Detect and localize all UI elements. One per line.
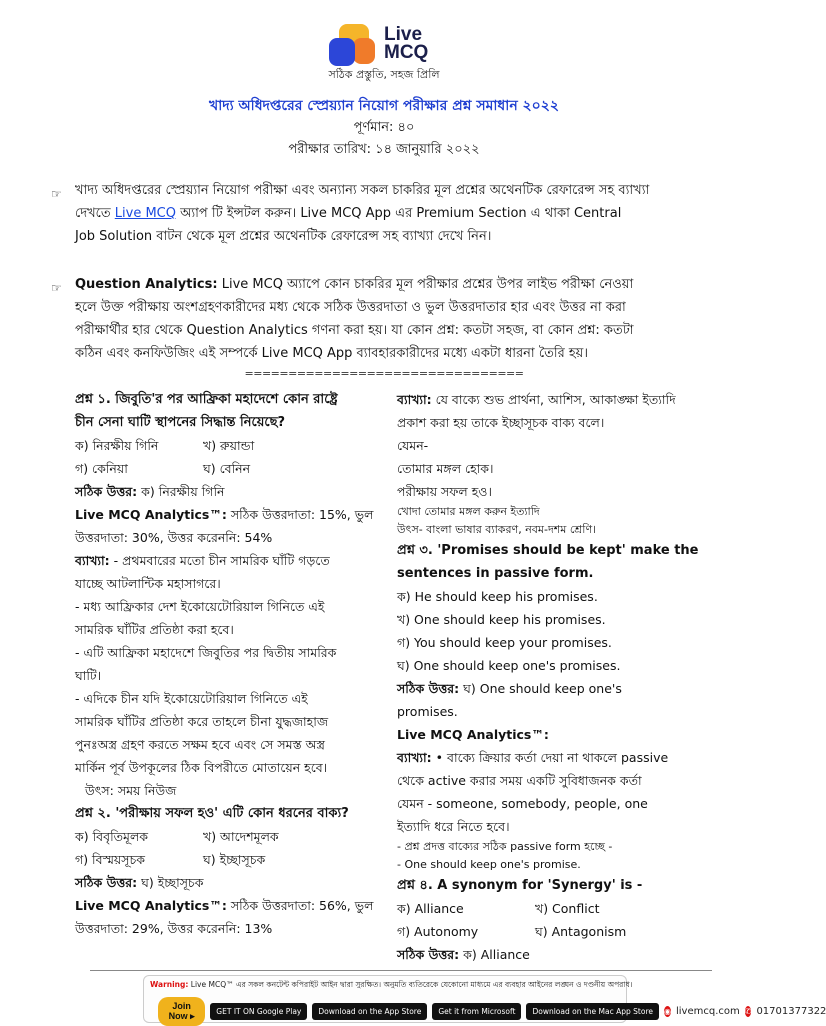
q1-explanation-line8: সামরিক ঘাঁটির প্রতিষ্ঠা করে তাহলে চীনা যুদ্ধজাহাজ bbox=[75, 714, 329, 729]
q4-answer: ক) Alliance bbox=[463, 947, 530, 962]
phone-number[interactable]: 01701377322 bbox=[756, 1006, 826, 1017]
q3-option-d: ঘ) One should keep one's promises. bbox=[397, 658, 621, 673]
q4-option-b: খ) Conflict bbox=[535, 901, 600, 916]
google-play-badge[interactable]: GET IT ON Google Play bbox=[210, 1003, 307, 1020]
question-analytics-label: Question Analytics: bbox=[75, 277, 218, 292]
q1-explanation-line4: সামরিক ঘাঁটির প্রতিষ্ঠা করা হবে। bbox=[75, 622, 234, 637]
phone-icon: ✆ bbox=[744, 1007, 752, 1016]
q2-option-b: খ) আদেশমূলক bbox=[203, 829, 279, 844]
footer-divider bbox=[90, 970, 712, 971]
warning-label: Warning: bbox=[150, 980, 189, 989]
q1-explanation-line5: - এটি আফ্রিকা মহাদেশে জিবুতির পর দ্বিতীয় সামরিক bbox=[75, 645, 337, 660]
live-mcq-logo-icon bbox=[329, 24, 375, 68]
q4-option-a: ক) Alliance bbox=[397, 901, 464, 916]
brand-name-line2: MCQ bbox=[384, 42, 429, 63]
q3-answer-line2: promises. bbox=[397, 704, 458, 719]
q2-answer: ঘ) ইচ্ছাসূচক bbox=[141, 875, 204, 890]
q3-explanation-line5: - প্রশ্ন প্রদত্ত বাক্যের সঠিক passive form হচ্ছে - bbox=[397, 840, 613, 853]
intro-paragraph-2 bbox=[51, 273, 695, 365]
globe-icon: ◉ bbox=[664, 1007, 671, 1016]
brand-tagline: সঠিক প্রস্তুতি, সহজ প্রিলি bbox=[328, 68, 440, 81]
q1-explanation-line3: - মধ্য আফ্রিকার দেশ ইকোয়েটোরিয়াল গিনিতে এই bbox=[75, 599, 325, 614]
question-1-text: প্রশ্ন ১. জিবুতি'র পর আফ্রিকা মহাদেশে কোন রাষ্ট্রে bbox=[75, 392, 338, 407]
q2-explanation-line2: প্রকাশ করা হয় তাকে ইচ্ছাসূচক বাক্য বলে। bbox=[397, 415, 605, 430]
q3-option-a: ক) He should keep his promises. bbox=[397, 589, 598, 604]
pointing-hand-icon: ☞ bbox=[51, 281, 62, 295]
app-store-badge[interactable]: Download on the App Store bbox=[312, 1003, 427, 1020]
intro-p1-line2-pre: দেখতে bbox=[75, 206, 111, 221]
right-column bbox=[397, 388, 697, 966]
q2-analytics-line2: উত্তরদাতা: 29%, উত্তর করেননি: 13% bbox=[75, 921, 273, 936]
q1-option-a: ক) নিরক্ষীয় গিনি bbox=[75, 438, 159, 453]
q2-explanation-line6: খোদা তোমার মঙ্গল করুন ইত্যাদি bbox=[397, 505, 540, 518]
q4-answer-label: সঠিক উত্তর: bbox=[397, 947, 460, 962]
q2-analytics-line1: সঠিক উত্তরদাতা: 56%, ভুল bbox=[230, 898, 374, 913]
intro-p2-line2: হলে উক্ত পরীক্ষায় অংশগ্রহণকারীদের মধ্য থেকে সঠিক উত্তরদাতা ও ভুল উত্তরদাতার হার এবং উত্তর না করা bbox=[75, 300, 626, 315]
warning-text: Live MCQ™ এর সকল কনটেন্ট কপিরাইট আইন দ্বারা সুরক্ষিত। অনুমতি ব্যতিরেকে যেকোনো মাধ্যমে এর ব্যবহার আইনের লঙ্ঘন ও দণ্ডনীয় অপরাধ। bbox=[190, 980, 633, 989]
q1-answer-label: সঠিক উত্তর: bbox=[75, 484, 138, 499]
exam-date: পরীক্ষার তারিখ: ১৪ জানুয়ারি ২০২২ bbox=[288, 142, 480, 157]
intro-p1-line2-post: অ্যাপ টি ইন্সটল করুন। Live MCQ App এর Premium Section এ থাকা Central bbox=[180, 206, 622, 221]
q1-explanation-line10: মার্কিন পূর্ব উপকূলের ঠিক বিপরীতে মোতায়েন হবে। bbox=[75, 760, 328, 775]
q3-analytics-label: Live MCQ Analytics™: bbox=[397, 727, 549, 742]
q2-answer-label: সঠিক উত্তর: bbox=[75, 875, 138, 890]
question-4-text: প্রশ্ন ৪. A synonym for 'Synergy' is - bbox=[397, 878, 643, 893]
q1-explanation-label: ব্যাখ্যা: bbox=[75, 553, 110, 568]
q3-answer-label: সঠিক উত্তর: bbox=[397, 681, 460, 696]
q2-source: উৎস- বাংলা ভাষার ব্যাকরণ, নবম-দশম শ্রেণি। bbox=[397, 523, 597, 536]
live-mcq-link[interactable]: Live MCQ bbox=[114, 206, 176, 221]
intro-p2-line4: কঠিন এবং কনফিউজিং এই সম্পর্কে Live MCQ App ব্যাবহারকারীদের মধ্যে একটা ধারনা তৈরি হয়। bbox=[75, 346, 588, 361]
document-title: খাদ্য অধিদপ্তরের স্প্রেয়্যান নিয়োগ পরীক্ষার প্রশ্ন সমাধান ২০২২ bbox=[209, 98, 559, 114]
q2-explanation-line1: যে বাক্যে শুভ প্রার্থনা, আশিস, আকাঙ্ক্ষা ইত্যাদি bbox=[435, 392, 676, 407]
q3-answer-line1: ঘ) One should keep one's bbox=[463, 681, 622, 696]
left-column bbox=[75, 388, 375, 940]
separator-line: ================================ bbox=[244, 367, 524, 380]
q1-explanation-line2: যাচ্ছে আটলান্টিক মহাসাগরে। bbox=[75, 576, 221, 591]
full-marks: পূর্ণমান: ৪০ bbox=[353, 120, 415, 135]
q1-analytics-line1: সঠিক উত্তরদাতা: 15%, ভুল bbox=[230, 507, 374, 522]
q2-option-a: ক) বিবৃতিমূলক bbox=[75, 829, 149, 844]
q1-analytics-line2: উত্তরদাতা: 30%, উত্তর করেননি: 54% bbox=[75, 530, 273, 545]
footer-actions bbox=[158, 997, 826, 1026]
q1-explanation-line7: - এদিকে চীন যদি ইকোয়েটোরিয়াল গিনিতে এই bbox=[75, 691, 308, 706]
q2-explanation-line4: তোমার মঙ্গল হোক। bbox=[397, 461, 494, 476]
q3-explanation-line2: থেকে active করার সময় একটি সুবিধাজনক কর্তা bbox=[397, 773, 642, 788]
q2-explanation-line5: পরীক্ষায় সফল হও। bbox=[397, 484, 492, 499]
pointing-hand-icon: ☞ bbox=[51, 187, 62, 201]
q1-explanation-line9: পুনঃঅস্ত্র গ্রহণ করতে সক্ষম হবে এবং সে সমস্ত অস্ত্র bbox=[75, 737, 325, 752]
q4-option-c: গ) Autonomy bbox=[397, 924, 479, 939]
question-1-text-cont: চীন সেনা ঘাটি স্থাপনের সিদ্ধান্ত নিয়েছে? bbox=[75, 415, 286, 430]
microsoft-store-badge[interactable]: Get it from Microsoft bbox=[432, 1003, 521, 1020]
q1-explanation-line6: ঘাটি। bbox=[75, 668, 102, 683]
q1-option-d: ঘ) বেনিন bbox=[203, 461, 251, 476]
q2-explanation-line3: যেমন- bbox=[397, 438, 429, 453]
website-link[interactable]: livemcq.com bbox=[675, 1006, 740, 1017]
q2-analytics-label: Live MCQ Analytics™: bbox=[75, 898, 227, 913]
q1-explanation-line1: - প্রথমবারের মতো চীন সামরিক ঘাঁটি গড়তে bbox=[113, 553, 330, 568]
q2-option-c: গ) বিস্ময়সূচক bbox=[75, 852, 146, 867]
brand-name-line1: Live bbox=[384, 24, 423, 45]
intro-p2-line3: পরীক্ষার্থীর হার থেকে Question Analytics গণনা করা হয়। যা কোন প্রশ্ন: কতটা সহজ, বা কোন প্রশ্ন: কতটা bbox=[75, 323, 634, 338]
q3-explanation-line6: - One should keep one's promise. bbox=[397, 858, 581, 871]
footer-banner bbox=[143, 975, 826, 1023]
q3-explanation-label: ব্যাখ্যা: bbox=[397, 750, 432, 765]
q3-option-b: খ) One should keep his promises. bbox=[397, 612, 606, 627]
intro-p2-line1: Live MCQ অ্যাপে কোন চাকরির মূল পরীক্ষার প্রশ্নের উপর লাইভ পরীক্ষা নেওয়া bbox=[221, 277, 634, 292]
brand-name bbox=[384, 26, 428, 62]
q1-answer: ক) নিরক্ষীয় গিনি bbox=[141, 484, 225, 499]
question-3-text: প্রশ্ন ৩. 'Promises should be kept' make the bbox=[397, 543, 699, 558]
question-3-text-cont: sentences in passive form. bbox=[397, 566, 594, 581]
brand-header bbox=[0, 12, 768, 81]
q3-option-c: গ) You should keep your promises. bbox=[397, 635, 612, 650]
q1-option-b: খ) রুয়ান্ডা bbox=[203, 438, 255, 453]
q3-explanation-line1: • বাক্যে ক্রিয়ার কর্তা দেয়া না থাকলে passive bbox=[435, 750, 669, 765]
copyright-warning bbox=[150, 980, 632, 992]
question-2-text: প্রশ্ন ২. 'পরীক্ষায় সফল হও' এটি কোন ধরনের বাক্য? bbox=[75, 806, 349, 821]
q4-option-d: ঘ) Antagonism bbox=[535, 924, 627, 939]
q3-explanation-line4: ইত্যাদি ধরে নিতে হবে। bbox=[397, 819, 510, 834]
q1-analytics-label: Live MCQ Analytics™: bbox=[75, 507, 227, 522]
mac-app-store-badge[interactable]: Download on the Mac App Store bbox=[526, 1003, 659, 1020]
intro-p1-line3: Job Solution বাটন থেকে মূল প্রশ্নের অথেনটিক রেফারেন্স সহ ব্যাখ্যা দেখে নিন। bbox=[75, 229, 492, 244]
q1-option-c: গ) কেনিয়া bbox=[75, 461, 128, 476]
q2-explanation-label: ব্যাখ্যা: bbox=[397, 392, 432, 407]
q1-source: উৎস: সময় নিউজ bbox=[85, 783, 177, 798]
intro-p1-line1: খাদ্য অধিদপ্তরের স্প্রেয়্যান নিয়োগ পরীক্ষা এবং অন্যান্য সকল চাকরির মূল প্রশ্নের অথেনটিক রেফারেন্স সহ ব্যাখ্যা bbox=[75, 183, 650, 198]
q3-explanation-line3: যেমন - someone, somebody, people, one bbox=[397, 796, 648, 811]
q2-option-d: ঘ) ইচ্ছাসূচক bbox=[203, 852, 266, 867]
join-now-button[interactable]: Join Now ▸ bbox=[158, 997, 205, 1026]
intro-paragraph-1 bbox=[51, 179, 695, 248]
